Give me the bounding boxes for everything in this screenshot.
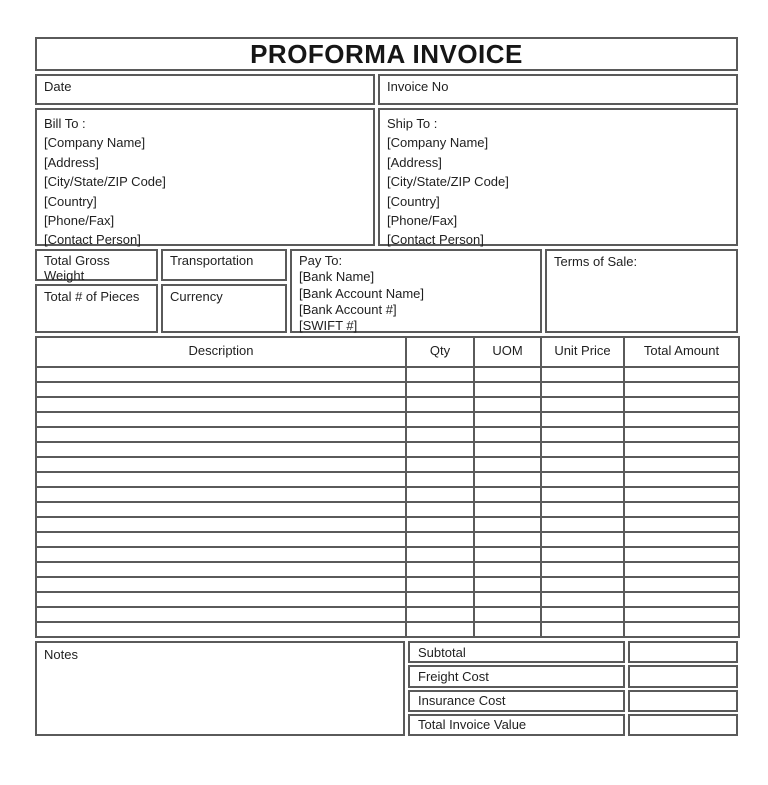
pay-to-placeholder-line: [Bank Account #] — [299, 301, 397, 317]
item-uom-cell[interactable] — [474, 592, 541, 607]
item-qty-cell[interactable] — [406, 442, 474, 457]
total-row-amount[interactable] — [628, 714, 738, 736]
item-uom-cell[interactable] — [474, 382, 541, 397]
pay-to-block[interactable] — [290, 249, 542, 333]
item-row — [36, 502, 739, 517]
item-qty-cell[interactable] — [406, 382, 474, 397]
item-row — [36, 547, 739, 562]
item-row — [36, 607, 739, 622]
item-unit-price-cell[interactable] — [541, 412, 624, 427]
item-row — [36, 577, 739, 592]
item-unit-price-cell[interactable] — [541, 457, 624, 472]
item-uom-cell[interactable] — [474, 457, 541, 472]
item-unit-price-cell[interactable] — [541, 577, 624, 592]
item-description-cell[interactable] — [36, 367, 406, 382]
item-qty-cell[interactable] — [406, 412, 474, 427]
item-description-cell[interactable] — [36, 397, 406, 412]
item-qty-cell[interactable] — [406, 397, 474, 412]
item-total-amount-cell[interactable] — [624, 367, 739, 382]
item-qty-cell[interactable] — [406, 592, 474, 607]
item-unit-price-cell[interactable] — [541, 592, 624, 607]
footer-band — [35, 641, 738, 736]
item-row — [36, 412, 739, 427]
item-total-amount-cell[interactable] — [624, 502, 739, 517]
notes-label: Notes — [44, 647, 78, 662]
item-description-cell[interactable] — [36, 622, 406, 637]
ship-to-lines — [387, 133, 729, 249]
item-total-amount-cell[interactable] — [624, 412, 739, 427]
item-unit-price-cell[interactable] — [541, 562, 624, 577]
item-total-amount-cell[interactable] — [624, 442, 739, 457]
title-bar — [35, 37, 738, 71]
pay-to-placeholder-line: [SWIFT #] — [299, 318, 358, 334]
item-qty-cell[interactable] — [406, 502, 474, 517]
proforma-invoice-form — [35, 37, 738, 736]
item-uom-cell[interactable] — [474, 577, 541, 592]
total-row — [408, 665, 738, 687]
item-row — [36, 397, 739, 412]
ship-to-placeholder-line: [Address] — [387, 154, 442, 170]
total-row-amount[interactable] — [628, 641, 738, 663]
item-total-amount-cell[interactable] — [624, 517, 739, 532]
date-field[interactable] — [35, 74, 375, 105]
terms-of-sale-label: Terms of Sale: — [554, 254, 638, 269]
item-unit-price-cell[interactable] — [541, 607, 624, 622]
item-description-cell[interactable] — [36, 592, 406, 607]
item-qty-cell[interactable] — [406, 457, 474, 472]
column-header-total-amount: Total Amount — [624, 337, 739, 367]
item-qty-cell[interactable] — [406, 472, 474, 487]
item-row — [36, 382, 739, 397]
item-description-cell[interactable] — [36, 532, 406, 547]
total-row-label: Total Invoice Value — [408, 714, 625, 736]
item-total-amount-cell[interactable] — [624, 562, 739, 577]
bill-to-lines — [44, 133, 366, 249]
bill-to-heading: Bill To : — [44, 116, 86, 131]
item-row — [36, 622, 739, 637]
item-row — [36, 517, 739, 532]
ship-to-placeholder-line: [Phone/Fax] — [387, 213, 458, 229]
bill-to-placeholder-line: [Company Name] — [44, 135, 146, 151]
total-row-amount[interactable] — [628, 690, 738, 712]
column-header-unit-price: Unit Price — [541, 337, 624, 367]
item-total-amount-cell[interactable] — [624, 622, 739, 637]
item-row — [36, 487, 739, 502]
item-total-amount-cell[interactable] — [624, 487, 739, 502]
bill-to-placeholder-line: [Contact Person] — [44, 232, 141, 248]
column-header-description: Description — [36, 337, 406, 367]
item-description-cell[interactable] — [36, 577, 406, 592]
item-qty-cell[interactable] — [406, 487, 474, 502]
item-total-amount-cell[interactable] — [624, 472, 739, 487]
item-uom-cell[interactable] — [474, 622, 541, 637]
item-unit-price-cell[interactable] — [541, 622, 624, 637]
item-uom-cell[interactable] — [474, 517, 541, 532]
item-qty-cell[interactable] — [406, 427, 474, 442]
item-unit-price-cell[interactable] — [541, 487, 624, 502]
ship-to-block[interactable] — [378, 108, 738, 246]
item-unit-price-cell[interactable] — [541, 397, 624, 412]
item-uom-cell[interactable] — [474, 502, 541, 517]
bill-to-placeholder-line: [Phone/Fax] — [44, 213, 115, 229]
item-row — [36, 457, 739, 472]
currency-field[interactable] — [161, 284, 287, 333]
item-row — [36, 472, 739, 487]
item-description-cell[interactable] — [36, 442, 406, 457]
item-description-cell[interactable] — [36, 607, 406, 622]
pay-to-lines — [299, 269, 533, 334]
item-uom-cell[interactable] — [474, 412, 541, 427]
total-row — [408, 690, 738, 712]
item-description-cell[interactable] — [36, 427, 406, 442]
item-row — [36, 562, 739, 577]
date-label: Date — [44, 79, 72, 94]
ship-to-placeholder-line: [Company Name] — [387, 135, 489, 151]
shipment-payment-band — [35, 249, 738, 333]
total-row — [408, 641, 738, 663]
item-total-amount-cell[interactable] — [624, 532, 739, 547]
item-row — [36, 592, 739, 607]
item-unit-price-cell[interactable] — [541, 547, 624, 562]
item-unit-price-cell[interactable] — [541, 502, 624, 517]
item-description-cell[interactable] — [36, 382, 406, 397]
total-row-label: Insurance Cost — [408, 690, 625, 712]
item-unit-price-cell[interactable] — [541, 427, 624, 442]
item-uom-cell[interactable] — [474, 397, 541, 412]
date-invoice-row — [35, 74, 738, 105]
total-row — [408, 714, 738, 736]
bill-to-block[interactable] — [35, 108, 375, 246]
bill-to-placeholder-line: [Country] — [44, 193, 97, 209]
item-total-amount-cell[interactable] — [624, 592, 739, 607]
total-pieces-field[interactable] — [35, 284, 158, 333]
item-row — [36, 532, 739, 547]
ship-to-heading: Ship To : — [387, 116, 438, 131]
item-total-amount-cell[interactable] — [624, 382, 739, 397]
page-title: PROFORMA INVOICE — [250, 38, 523, 69]
total-row-label: Freight Cost — [408, 665, 625, 687]
items-table — [35, 336, 740, 638]
item-uom-cell[interactable] — [474, 427, 541, 442]
pay-to-placeholder-line: [Bank Account Name] — [299, 285, 425, 301]
items-table-body — [36, 367, 739, 637]
item-description-cell[interactable] — [36, 547, 406, 562]
item-row — [36, 442, 739, 457]
item-unit-price-cell[interactable] — [541, 367, 624, 382]
column-header-qty: Qty — [406, 337, 474, 367]
item-qty-cell[interactable] — [406, 607, 474, 622]
item-qty-cell[interactable] — [406, 562, 474, 577]
item-total-amount-cell[interactable] — [624, 457, 739, 472]
pay-to-heading: Pay To: — [299, 253, 343, 268]
bill-to-placeholder-line: [City/State/ZIP Code] — [44, 174, 166, 190]
item-description-cell[interactable] — [36, 517, 406, 532]
item-unit-price-cell[interactable] — [541, 472, 624, 487]
item-description-cell[interactable] — [36, 487, 406, 502]
invoice-no-field[interactable] — [378, 74, 738, 105]
total-pieces-label: Total # of Pieces — [44, 289, 140, 304]
ship-to-placeholder-line: [Contact Person] — [387, 232, 484, 248]
item-uom-cell[interactable] — [474, 472, 541, 487]
transportation-field[interactable] — [161, 249, 287, 281]
total-gross-weight-label: Total Gross Weight — [44, 253, 110, 283]
currency-label: Currency — [170, 289, 223, 304]
item-total-amount-cell[interactable] — [624, 547, 739, 562]
item-uom-cell[interactable] — [474, 367, 541, 382]
item-description-cell[interactable] — [36, 457, 406, 472]
invoice-no-label: Invoice No — [387, 79, 449, 94]
bill-to-placeholder-line: [Address] — [44, 154, 99, 170]
item-total-amount-cell[interactable] — [624, 577, 739, 592]
item-uom-cell[interactable] — [474, 487, 541, 502]
notes-field[interactable] — [35, 641, 405, 736]
item-row — [36, 367, 739, 382]
item-qty-cell[interactable] — [406, 532, 474, 547]
items-table-header — [36, 337, 739, 367]
total-gross-weight-field[interactable] — [35, 249, 158, 281]
totals-column — [408, 641, 738, 736]
item-description-cell[interactable] — [36, 562, 406, 577]
item-unit-price-cell[interactable] — [541, 517, 624, 532]
transportation-label: Transportation — [170, 253, 254, 268]
item-total-amount-cell[interactable] — [624, 607, 739, 622]
item-qty-cell[interactable] — [406, 517, 474, 532]
item-description-cell[interactable] — [36, 502, 406, 517]
item-qty-cell[interactable] — [406, 547, 474, 562]
parties-row — [35, 108, 738, 246]
item-total-amount-cell[interactable] — [624, 397, 739, 412]
ship-to-placeholder-line: [Country] — [387, 193, 440, 209]
column-header-uom: UOM — [474, 337, 541, 367]
pay-to-placeholder-line: [Bank Name] — [299, 269, 375, 285]
transport-currency-column — [161, 249, 287, 333]
item-unit-price-cell[interactable] — [541, 532, 624, 547]
ship-to-placeholder-line: [City/State/ZIP Code] — [387, 174, 509, 190]
item-unit-price-cell[interactable] — [541, 442, 624, 457]
item-uom-cell[interactable] — [474, 442, 541, 457]
item-description-cell[interactable] — [36, 472, 406, 487]
item-uom-cell[interactable] — [474, 562, 541, 577]
weight-pieces-column — [35, 249, 158, 333]
item-row — [36, 427, 739, 442]
item-total-amount-cell[interactable] — [624, 427, 739, 442]
item-qty-cell[interactable] — [406, 577, 474, 592]
item-uom-cell[interactable] — [474, 547, 541, 562]
terms-of-sale-field[interactable] — [545, 249, 738, 333]
item-uom-cell[interactable] — [474, 532, 541, 547]
item-unit-price-cell[interactable] — [541, 382, 624, 397]
item-uom-cell[interactable] — [474, 607, 541, 622]
item-qty-cell[interactable] — [406, 367, 474, 382]
total-row-amount[interactable] — [628, 665, 738, 687]
item-qty-cell[interactable] — [406, 622, 474, 637]
item-description-cell[interactable] — [36, 412, 406, 427]
total-row-label: Subtotal — [408, 641, 625, 663]
